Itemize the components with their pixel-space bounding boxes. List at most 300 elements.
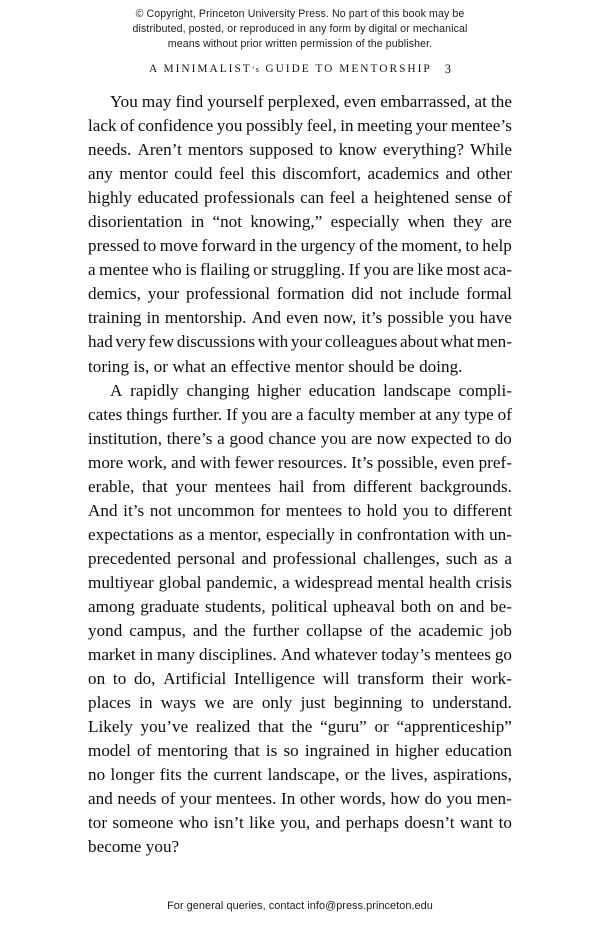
word: you (363, 260, 390, 280)
word: flailing (200, 260, 250, 280)
word: you’ve (140, 717, 189, 737)
word: doing. (419, 356, 463, 376)
word: global (158, 572, 202, 592)
word: formal (466, 284, 512, 304)
word: as (483, 548, 499, 568)
word: had (88, 332, 113, 352)
word: demics, (88, 284, 141, 304)
text-line (88, 332, 512, 356)
word: the (364, 765, 386, 785)
text-line (88, 645, 512, 669)
word: the (276, 236, 298, 256)
word: on (88, 669, 106, 689)
word: training (88, 308, 142, 328)
word: become (88, 837, 142, 857)
word: more (88, 452, 124, 472)
word: urgency (300, 236, 356, 256)
word: Likely (88, 717, 133, 737)
word: feel (329, 188, 356, 208)
word: you (320, 428, 347, 448)
word: needs. (88, 140, 132, 160)
text-line (88, 188, 512, 212)
running-head-title-rest: GUIDE TO MENTORSHIP (265, 63, 432, 75)
word: to (319, 140, 333, 160)
word: landscape (383, 380, 451, 400)
word: pref- (478, 452, 512, 472)
word: of (359, 236, 374, 256)
page-number: 3 (444, 62, 451, 76)
word: upheaval (333, 596, 396, 616)
word: there’s (166, 428, 213, 448)
word: perplexed, (267, 92, 340, 111)
word: someone (112, 813, 174, 833)
text-line (88, 837, 512, 861)
text-line (88, 693, 512, 717)
word: in (259, 236, 273, 256)
word: go (494, 645, 512, 665)
word: hold (366, 500, 398, 520)
word: in (139, 645, 153, 665)
word: men- (476, 332, 512, 352)
word: you (216, 116, 243, 136)
word: resources. (277, 452, 348, 472)
text-line (88, 92, 512, 116)
word: landscape, (267, 765, 340, 785)
word: disorientation (88, 212, 183, 232)
word: of (369, 621, 384, 641)
word: education (445, 741, 512, 761)
word: many (156, 645, 196, 665)
word: and (315, 813, 341, 833)
text-line (88, 765, 512, 789)
word: a (217, 428, 225, 448)
word: struggling. (271, 260, 346, 280)
word: with (200, 452, 231, 472)
word: whatever (314, 645, 378, 665)
word: realized (195, 717, 251, 737)
body-text (88, 92, 512, 862)
word: professional (272, 548, 357, 568)
word: to (498, 813, 512, 833)
word: formation (276, 284, 345, 304)
word: who (152, 260, 182, 280)
word: educated (137, 188, 199, 208)
word: widespread (294, 572, 373, 592)
word: may (141, 92, 172, 111)
word: what (440, 332, 475, 352)
word: when (407, 212, 445, 232)
text-line (88, 429, 512, 453)
word: further (252, 621, 300, 641)
word: mentoring (157, 741, 228, 761)
word: are (490, 212, 512, 232)
word: good (229, 428, 264, 448)
word: pressed (88, 236, 140, 256)
word: a (282, 572, 290, 592)
word: effective (230, 356, 291, 376)
word: a (197, 524, 205, 544)
word: and (88, 789, 113, 809)
word: your (415, 116, 448, 136)
word: they (453, 212, 483, 232)
word: now (376, 428, 407, 448)
word: highly (88, 188, 132, 208)
word: collapse (306, 621, 363, 641)
word: multiyear (88, 572, 154, 592)
word: different (453, 500, 512, 520)
word: Artificial (163, 669, 227, 689)
word: longer (110, 765, 155, 785)
word: aca- (483, 260, 512, 280)
word: with (257, 332, 289, 352)
word: about (399, 332, 439, 352)
word: of (160, 789, 176, 809)
text-line (88, 549, 512, 573)
word: to (347, 500, 362, 520)
text-line (88, 236, 512, 260)
text-line (88, 477, 512, 501)
word: most (446, 260, 480, 280)
word: supposed (249, 140, 314, 160)
text-line (88, 284, 512, 308)
word: even (343, 92, 377, 111)
word: men- (476, 789, 512, 809)
word: be (398, 356, 415, 376)
word: embarrassed, (380, 92, 471, 111)
word: not (380, 284, 402, 304)
word: your (175, 476, 207, 496)
word: cates (88, 404, 123, 424)
word: the (376, 236, 398, 256)
word: market (88, 645, 136, 665)
word: that (257, 717, 284, 737)
word: words, (339, 789, 386, 809)
word: have (479, 308, 512, 328)
word: compli- (458, 380, 512, 400)
word: And (88, 500, 118, 520)
word: just (300, 693, 326, 713)
word: from (312, 476, 346, 496)
word: your (290, 332, 323, 352)
word: “guru” (320, 717, 367, 737)
word: not (149, 500, 172, 520)
word: professional (186, 284, 270, 304)
word: different (353, 476, 413, 496)
text-line (88, 140, 512, 164)
word: academic (418, 621, 484, 641)
word: in (146, 308, 160, 328)
word: did (351, 284, 374, 304)
word: graduate (140, 596, 200, 616)
word: uncommon (177, 500, 255, 520)
text-line (88, 789, 512, 813)
running-head-possessive: ’s (251, 64, 261, 74)
word: feel, (306, 116, 337, 136)
word: of (136, 741, 152, 761)
word: students, (205, 596, 266, 616)
word: among (88, 596, 135, 616)
word: in (139, 693, 153, 713)
word: is (185, 260, 197, 280)
word: lack (88, 116, 117, 136)
word: you, (280, 813, 311, 833)
text-line (88, 813, 512, 837)
word: feel (218, 164, 245, 184)
text-line (88, 741, 512, 765)
word: A (110, 380, 123, 400)
word: like (249, 813, 275, 833)
word: isn’t (213, 813, 244, 833)
word: mentorship. (164, 308, 247, 328)
word: ways (160, 693, 197, 713)
word: personal (177, 548, 236, 568)
word: include (408, 284, 460, 304)
word: political (271, 596, 328, 616)
word: to (434, 500, 448, 520)
word: yond (88, 621, 123, 641)
word: job (490, 621, 512, 641)
word: confidence (137, 116, 214, 136)
word: needs (117, 789, 157, 809)
word: at (419, 404, 432, 424)
word: help (482, 236, 512, 256)
word: erable, (88, 476, 135, 496)
word: institution, (88, 428, 163, 448)
word: is, (133, 356, 150, 376)
word: at (474, 92, 487, 111)
word: perhaps (345, 813, 400, 833)
word: no (88, 765, 106, 785)
word: disciplines. (198, 645, 277, 665)
word: mentor, (209, 524, 262, 544)
word: knowing,” (250, 212, 323, 232)
word: in (190, 212, 205, 232)
word: or (153, 356, 169, 376)
word: fewer (234, 452, 274, 472)
word: chance (268, 428, 317, 448)
word: pandemic, (206, 572, 278, 592)
word: possible (387, 308, 444, 328)
word: Aren’t (137, 140, 182, 160)
word: “apprenticeship” (396, 717, 512, 737)
text-line (88, 212, 512, 236)
word: higher (395, 741, 440, 761)
word: be- (490, 596, 512, 616)
word: you (448, 308, 475, 328)
word: do (494, 428, 512, 448)
word: especially (330, 212, 400, 232)
word: do, (134, 669, 156, 689)
word: are (271, 404, 293, 424)
word: model (88, 741, 131, 761)
word: know (338, 140, 377, 160)
word: professionals (203, 188, 295, 208)
word: move (159, 236, 198, 256)
word: and (241, 548, 267, 568)
word: on (436, 596, 455, 616)
word: And (251, 308, 282, 328)
word: few (148, 332, 175, 352)
word: toring (88, 356, 130, 376)
word: and (459, 596, 485, 616)
word: higher (257, 380, 301, 400)
word: things (126, 404, 169, 424)
copyright-line: © Copyright, Princeton University Press. No part of this book may be (135, 8, 465, 20)
word: mentor (295, 356, 344, 376)
word: “not (212, 212, 243, 232)
text-line (88, 597, 512, 621)
word: And (280, 645, 311, 665)
word: or (344, 765, 360, 785)
word: very (115, 332, 146, 352)
word: It’s (351, 452, 374, 472)
word: to (143, 236, 157, 256)
text-line (88, 308, 512, 332)
word: mental (377, 572, 425, 592)
word: so (283, 741, 299, 761)
word: mentees (285, 500, 343, 520)
word: that (234, 741, 260, 761)
running-head (88, 59, 512, 77)
word: and (192, 621, 218, 641)
word: backgrounds. (419, 476, 512, 496)
word: who (178, 813, 209, 833)
word: the (224, 621, 246, 641)
word: you (241, 404, 268, 424)
word: challenges, (362, 548, 440, 568)
word: places (88, 693, 131, 713)
word: possible, (377, 452, 438, 472)
word: In (280, 789, 296, 809)
paragraph (88, 381, 512, 862)
word: to (465, 236, 479, 256)
text-line (88, 357, 512, 381)
text-line (88, 381, 512, 405)
word: mentees (434, 645, 491, 665)
word: for (260, 500, 281, 520)
word: a (296, 404, 304, 424)
word: precedented (88, 548, 171, 568)
word: to (476, 428, 491, 448)
word: work, (127, 452, 167, 472)
word: transform (357, 669, 425, 689)
word: a (504, 548, 512, 568)
word: faculty (307, 404, 356, 424)
text-line (88, 621, 512, 645)
word: mentee (99, 260, 149, 280)
word: understand. (432, 693, 512, 713)
running-head-title-before: A MINIMALIST (149, 63, 252, 75)
word: moment, (401, 236, 462, 256)
text-line (88, 525, 512, 549)
word: mentors (188, 140, 244, 160)
word: doesn’t (404, 813, 455, 833)
word: health (428, 572, 471, 592)
paragraph (88, 92, 512, 381)
word: the (291, 717, 313, 737)
word: You (110, 92, 138, 111)
text-line (88, 573, 512, 597)
word: want (459, 813, 494, 833)
word: Intelligence (233, 669, 316, 689)
word: what (172, 356, 206, 376)
word: how (390, 789, 421, 809)
word: and (445, 164, 471, 184)
word: mentees (214, 476, 271, 496)
word: can (300, 188, 324, 208)
word: type (464, 404, 494, 424)
word: work- (471, 669, 512, 689)
word: are (232, 693, 254, 713)
word: in (375, 741, 390, 761)
word: now, (323, 308, 357, 328)
word: of (120, 116, 135, 136)
word: everything? (382, 140, 464, 160)
word: expectations (88, 524, 174, 544)
word: of (497, 188, 512, 208)
word: aspirations, (433, 765, 512, 785)
word: current (213, 765, 263, 785)
text-line (88, 164, 512, 188)
word: crisis (475, 572, 512, 592)
word: the (187, 765, 209, 785)
word: to (112, 669, 127, 689)
word: your (147, 284, 180, 304)
word: the (490, 92, 512, 111)
word: it’s (123, 500, 145, 520)
word: mentee’s (450, 116, 512, 136)
word: or (253, 260, 268, 280)
word: in (339, 524, 353, 544)
word: an (210, 356, 227, 376)
word: even (442, 452, 475, 472)
word: other (299, 789, 336, 809)
word: with (454, 524, 485, 544)
copyright-line: distributed, posted, or reproduced in any form by digital or mechanical (132, 23, 468, 36)
word: could (174, 164, 213, 184)
text-line (88, 669, 512, 693)
word: and (171, 452, 196, 472)
word: any (435, 404, 461, 424)
copyright-notice (60, 7, 540, 53)
word: If (226, 404, 238, 424)
word: your (179, 789, 212, 809)
word: you? (145, 837, 180, 857)
word: or (374, 717, 389, 737)
word: member (359, 404, 416, 424)
word: to (410, 693, 424, 713)
word: only (261, 693, 293, 713)
footer-queries-line: For general queries, contact info@press.princeton.edu (167, 900, 433, 912)
word: beginning (333, 693, 403, 713)
word: this (251, 164, 276, 184)
text-line (88, 405, 512, 429)
word: do (424, 789, 442, 809)
word: hail (278, 476, 305, 496)
word: in (340, 116, 354, 136)
word: possibly (245, 116, 304, 136)
word: mentor (119, 164, 168, 184)
word: of (497, 404, 512, 424)
word: we (204, 693, 225, 713)
word: you (446, 789, 473, 809)
word: today’s (381, 645, 431, 665)
word: un- (489, 524, 512, 544)
word: even (286, 308, 319, 328)
word: the (390, 621, 412, 641)
word: While (470, 140, 512, 160)
text-line (88, 453, 512, 477)
